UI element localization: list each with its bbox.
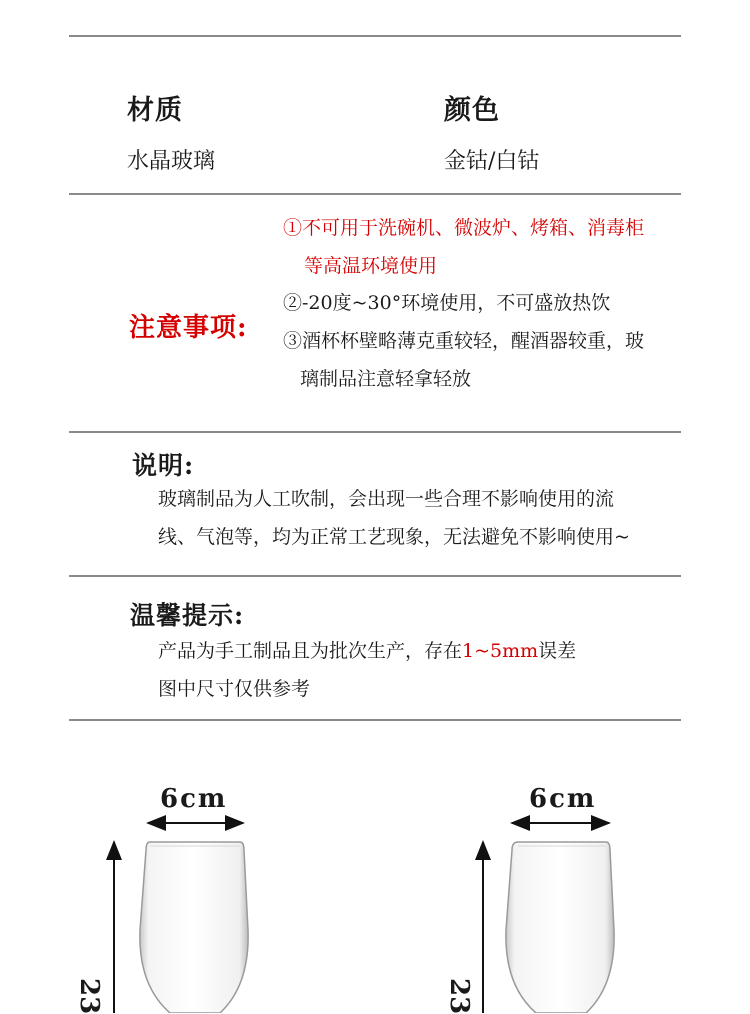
explain-line-1: 玻璃制品为人工吹制，会出现一些合理不影响使用的流 [158, 488, 615, 510]
left-glass-height-label: 23 [74, 978, 104, 1014]
tip-line-2: 图中尺寸仅供参考 [158, 678, 311, 700]
material-value: 水晶玻璃 [127, 149, 216, 174]
left-glass-bowl [140, 842, 248, 1013]
notice-item-1-line-2: 等高温环境使用 [304, 255, 438, 277]
notice-item-1-line-1: ①不可用于洗碗机、微波炉、烤箱、消毒柜 [283, 217, 645, 239]
tip-tolerance: 1~5mm [462, 640, 539, 662]
divider-top [69, 35, 681, 37]
left-glass-width-label: 6cm [160, 784, 228, 814]
tip-line-1-prefix: 产品为手工制品且为批次生产，存在 [158, 640, 463, 662]
divider-3 [69, 575, 681, 577]
notice-heading: 注意事项: [129, 313, 248, 343]
tip-line-1-suffix: 误差 [538, 640, 577, 662]
material-heading: 材质 [127, 95, 183, 126]
right-glass-width-label: 6cm [529, 784, 597, 814]
right-glass-bowl [506, 842, 614, 1013]
explain-line-2: 线、气泡等，均为正常工艺现象，无法避免不影响使用~ [158, 526, 630, 548]
tip-line-1 [158, 632, 576, 670]
explain-heading: 说明: [132, 451, 195, 480]
right-glass-height-label: 23 [444, 978, 474, 1014]
divider-1 [69, 193, 681, 195]
tip-heading: 温馨提示: [130, 601, 245, 630]
notice-item-3-line-1: ③酒杯杯壁略薄克重较轻，醒酒器较重，玻 [283, 330, 645, 352]
notice-item-3-line-2: 璃制品注意轻拿轻放 [300, 368, 472, 390]
notice-item-2: ②-20度~30°环境使用，不可盛放热饮 [283, 292, 611, 314]
color-heading: 颜色 [444, 95, 500, 126]
color-value: 金钴/白钴 [444, 149, 540, 174]
divider-4 [69, 719, 681, 721]
divider-2 [69, 431, 681, 433]
